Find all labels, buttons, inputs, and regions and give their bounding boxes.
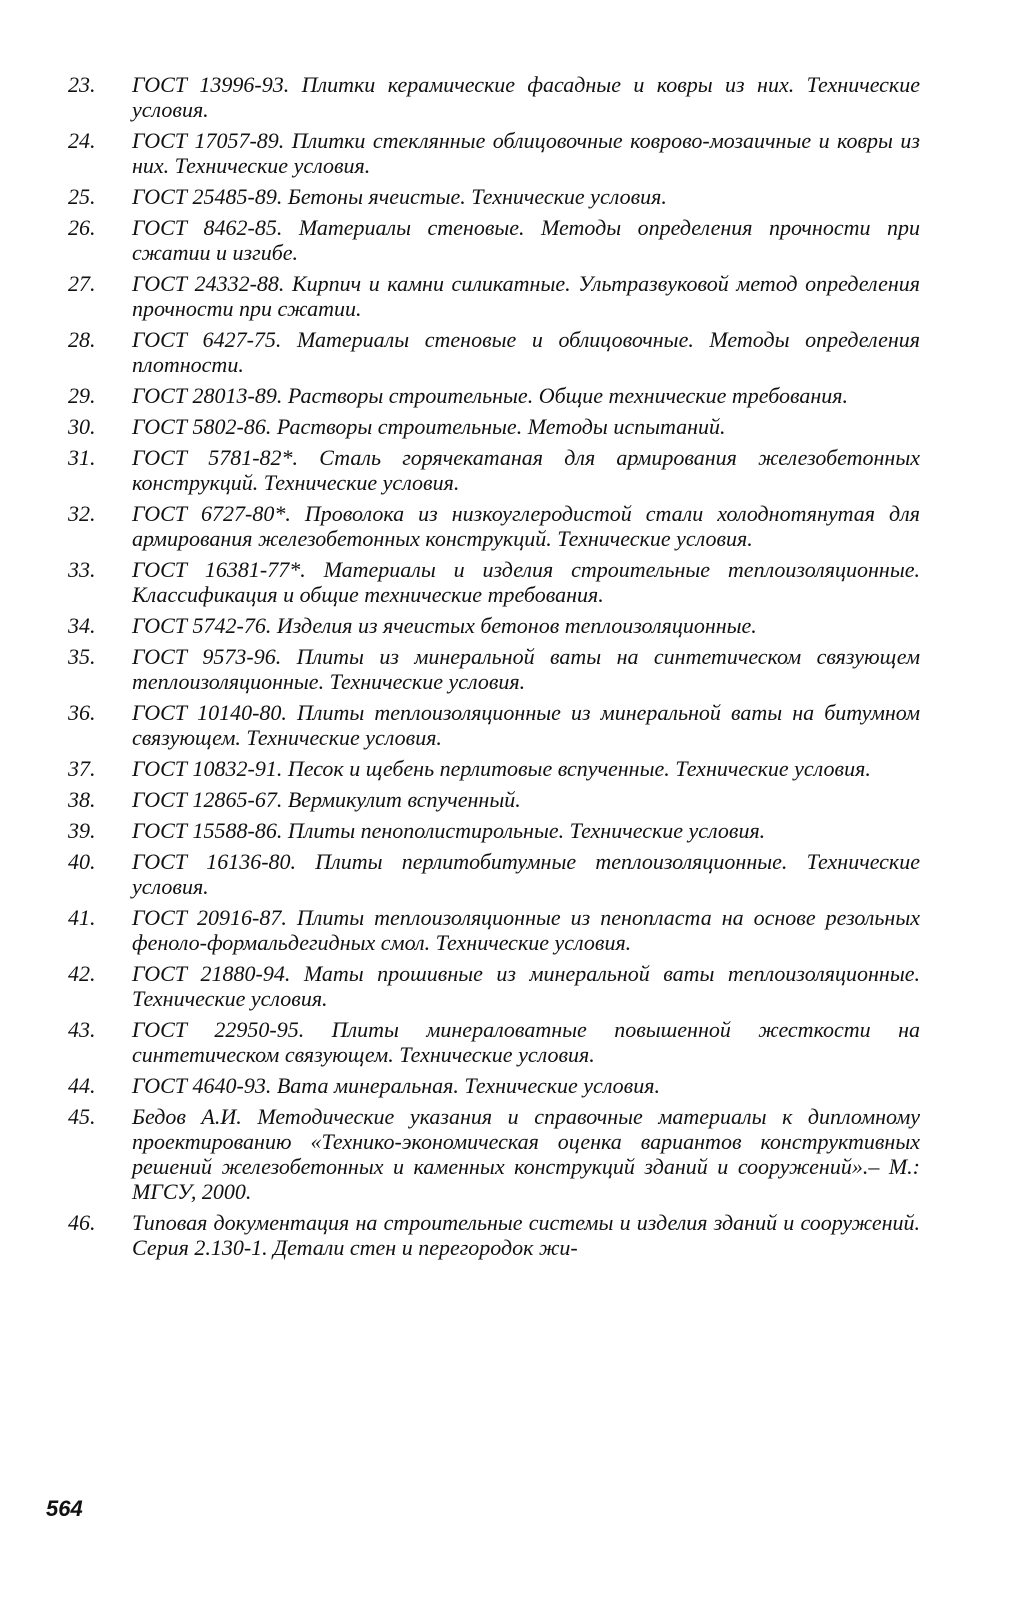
reference-number: 37.	[68, 756, 96, 781]
reference-text: ГОСТ 28013-89. Растворы строительные. Общие технические требования.	[132, 383, 849, 408]
reference-text: Бедов А.И. Методические указания и справочные материалы к дипломному проектированию «Технико-экономическая оценка вариантов конструктивных решений железобетонных и каменных конструкций зданий и сооружений».– М.: МГСУ, 2000.	[132, 1104, 920, 1204]
reference-item	[68, 327, 920, 377]
reference-text: ГОСТ 5742-76. Изделия из ячеистых бетонов теплоизоляционные.	[132, 613, 757, 638]
reference-number: 42.	[68, 961, 96, 986]
reference-number: 25.	[68, 184, 96, 209]
reference-text: ГОСТ 24332-88. Кирпич и камни силикатные. Ультразвуковой метод определения прочности при сжатии.	[132, 271, 920, 321]
reference-text: ГОСТ 17057-89. Плитки стеклянные облицовочные коврово-мозаичные и ковры из них. Технические условия.	[132, 128, 920, 178]
reference-number: 28.	[68, 327, 96, 352]
reference-item	[68, 128, 920, 178]
reference-text: ГОСТ 9573-96. Плиты из минеральной ваты на синтетическом связующем теплоизоляционные. Технические условия.	[132, 644, 920, 694]
reference-text: ГОСТ 15588-86. Плиты пенополистирольные. Технические условия.	[132, 818, 766, 843]
reference-item	[68, 1073, 920, 1098]
reference-number: 29.	[68, 383, 96, 408]
reference-text: ГОСТ 8462-85. Материалы стеновые. Методы определения прочности при сжатии и изгибе.	[132, 215, 920, 265]
reference-number: 44.	[68, 1073, 96, 1098]
reference-item	[68, 849, 920, 899]
reference-text: Типовая документация на строительные системы и изделия зданий и сооружений. Серия 2.130-1. Детали стен и перегородок жи-	[132, 1210, 920, 1260]
reference-item	[68, 818, 920, 843]
reference-item	[68, 700, 920, 750]
reference-text: ГОСТ 16381-77*. Материалы и изделия строительные теплоизоляционные. Классификация и общие технические требования.	[132, 557, 920, 607]
reference-item	[68, 557, 920, 607]
reference-text: ГОСТ 16136-80. Плиты перлитобитумные теплоизоляционные. Технические условия.	[132, 849, 920, 899]
reference-item	[68, 787, 920, 812]
reference-item	[68, 1017, 920, 1067]
reference-item	[68, 644, 920, 694]
reference-number: 34.	[68, 613, 96, 638]
reference-number: 41.	[68, 905, 96, 930]
reference-number: 26.	[68, 215, 96, 240]
reference-item	[68, 184, 920, 209]
reference-text: ГОСТ 4640-93. Вата минеральная. Технические условия.	[132, 1073, 660, 1098]
reference-number: 30.	[68, 414, 96, 439]
reference-number: 24.	[68, 128, 96, 153]
reference-item	[68, 72, 920, 122]
reference-item	[68, 613, 920, 638]
reference-number: 36.	[68, 700, 96, 725]
reference-number: 31.	[68, 445, 96, 470]
page-number: 564	[46, 1496, 83, 1521]
reference-item	[68, 905, 920, 955]
reference-text: ГОСТ 10832-91. Песок и щебень перлитовые вспученные. Технические условия.	[132, 756, 871, 781]
reference-text: ГОСТ 5781-82*. Сталь горячекатаная для армирования железобетонных конструкций. Технические условия.	[132, 445, 920, 495]
reference-item	[68, 414, 920, 439]
reference-number: 38.	[68, 787, 96, 812]
reference-item	[68, 1104, 920, 1204]
reference-text: ГОСТ 6427-75. Материалы стеновые и облицовочные. Методы определения плотности.	[132, 327, 920, 377]
reference-number: 39.	[68, 818, 96, 843]
reference-number: 40.	[68, 849, 96, 874]
reference-number: 33.	[68, 557, 96, 582]
reference-number: 46.	[68, 1210, 96, 1235]
reference-text: ГОСТ 20916-87. Плиты теплоизоляционные из пенопласта на основе резольных феноло-формальдегидных смол. Технические условия.	[132, 905, 920, 955]
reference-number: 23.	[68, 72, 96, 97]
reference-number: 43.	[68, 1017, 96, 1042]
reference-number: 27.	[68, 271, 96, 296]
reference-item	[68, 215, 920, 265]
reference-text: ГОСТ 5802-86. Растворы строительные. Методы испытаний.	[132, 414, 726, 439]
reference-item	[68, 961, 920, 1011]
reference-item	[68, 445, 920, 495]
reference-number: 45.	[68, 1104, 96, 1129]
reference-item	[68, 501, 920, 551]
reference-text: ГОСТ 22950-95. Плиты минераловатные повышенной жесткости на синтетическом связующем. Технические условия.	[132, 1017, 920, 1067]
reference-list	[68, 72, 920, 1266]
reference-item	[68, 271, 920, 321]
reference-text: ГОСТ 21880-94. Маты прошивные из минеральной ваты теплоизоляционные. Технические условия.	[132, 961, 920, 1011]
reference-text: ГОСТ 6727-80*. Проволока из низкоуглеродистой стали холоднотянутая для армирования железобетонных конструкций. Технические условия.	[132, 501, 920, 551]
reference-item	[68, 383, 920, 408]
reference-text: ГОСТ 12865-67. Вермикулит вспученный.	[132, 787, 521, 812]
reference-text: ГОСТ 10140-80. Плиты теплоизоляционные из минеральной ваты на битумном связующем. Технические условия.	[132, 700, 920, 750]
reference-item	[68, 1210, 920, 1260]
reference-number: 35.	[68, 644, 96, 669]
reference-text: ГОСТ 25485-89. Бетоны ячеистые. Технические условия.	[132, 184, 667, 209]
reference-text: ГОСТ 13996-93. Плитки керамические фасадные и ковры из них. Технические условия.	[132, 72, 920, 122]
reference-number: 32.	[68, 501, 96, 526]
reference-item	[68, 756, 920, 781]
